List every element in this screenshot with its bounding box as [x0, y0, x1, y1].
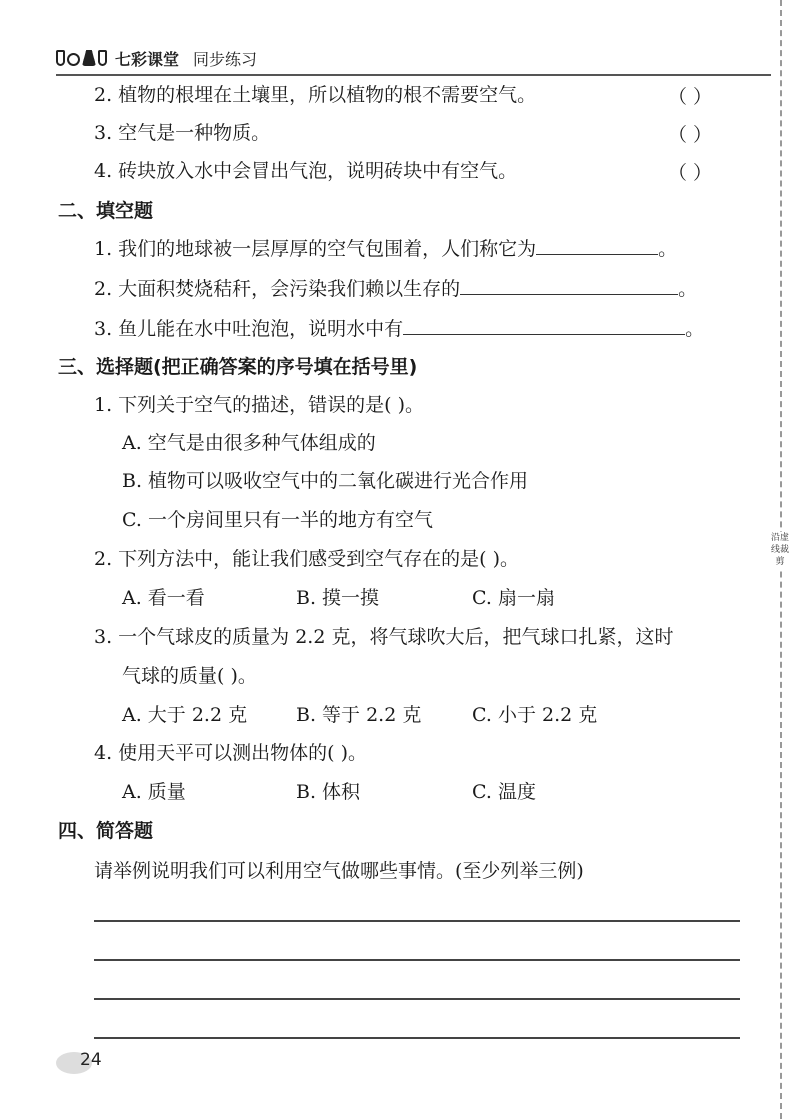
answer-line-3[interactable] [94, 998, 740, 1000]
tf-answer-bracket-3[interactable]: （ ） [668, 124, 713, 146]
fill-question-1-end: 。 [658, 238, 678, 260]
fill-question-1-text: 1. 我们的地球被一层厚厚的空气包围着，人们称它为 [94, 238, 537, 260]
fill-question-2-text: 2. 大面积焚烧秸秆，会污染我们赖以生存的 [94, 278, 461, 300]
mc-q4-option-c[interactable]: C. 温度 [472, 781, 536, 803]
mc-question-4: 4. 使用天平可以测出物体的( )。 [94, 742, 368, 764]
page-number: 24 [80, 1050, 102, 1070]
mc-q2-option-b[interactable]: B. 摸一摸 [296, 587, 380, 609]
header-divider [56, 74, 771, 76]
mc-q3-option-a[interactable]: A. 大于 2.2 克 [122, 704, 248, 726]
tf-question-2: 2. 植物的根埋在土壤里，所以植物的根不需要空气。 [94, 84, 537, 106]
mc-q1-option-c[interactable]: C. 一个房间里只有一半的地方有空气 [122, 509, 433, 531]
section-title-fill-in: 二、填空题 [58, 200, 154, 222]
section-title-multiple-choice: 三、选择题(把正确答案的序号填在括号里) [58, 356, 418, 378]
mc-question-3: 3. 一个气球皮的质量为 2.2 克，将气球吹大后，把气球口扎紧，这时 [94, 626, 674, 648]
tf-question-4: 4. 砖块放入水中会冒出气泡，说明砖块中有空气。 [94, 160, 518, 182]
fill-question-1 [94, 236, 677, 262]
mc-q1-option-b[interactable]: B. 植物可以吸收空气中的二氧化碳进行光合作用 [122, 470, 529, 492]
fill-question-2 [94, 276, 697, 302]
mc-q3-option-b[interactable]: B. 等于 2.2 克 [296, 704, 422, 726]
fill-blank-2[interactable] [460, 276, 678, 295]
section-title-short-answer: 四、简答题 [58, 820, 154, 842]
fill-question-3-text: 3. 鱼儿能在水中吐泡泡，说明水中有 [94, 318, 404, 340]
tf-answer-bracket-4[interactable]: （ ） [668, 162, 713, 184]
fill-question-3-end: 。 [685, 318, 705, 340]
mc-q1-option-a[interactable]: A. 空气是由很多种气体组成的 [122, 432, 376, 454]
cut-label: 沿虚线裁剪 [770, 533, 789, 567]
tf-question-3: 3. 空气是一种物质。 [94, 122, 271, 144]
mc-question-1: 1. 下列关于空气的描述，错误的是( )。 [94, 394, 425, 416]
page-header [56, 44, 257, 72]
fill-blank-3[interactable] [403, 316, 685, 335]
mc-q4-option-a[interactable]: A. 质量 [122, 781, 186, 803]
flask-logo-icon [56, 50, 107, 66]
header-title: 七彩课堂 [115, 49, 180, 69]
tf-answer-bracket-2[interactable]: （ ） [668, 86, 713, 108]
fill-question-2-end: 。 [678, 278, 698, 300]
mc-q3-option-c[interactable]: C. 小于 2.2 克 [472, 704, 598, 726]
mc-q2-option-a[interactable]: A. 看一看 [122, 587, 205, 609]
fill-question-3 [94, 316, 704, 342]
answer-line-4[interactable] [94, 1037, 740, 1039]
fill-blank-1[interactable] [536, 236, 658, 255]
header-subtitle: 同步练习 [193, 49, 258, 69]
mc-q2-option-c[interactable]: C. 扇一扇 [472, 587, 555, 609]
answer-line-2[interactable] [94, 959, 740, 961]
mc-question-3-cont: 气球的质量( )。 [122, 665, 257, 687]
short-answer-question: 请举例说明我们可以利用空气做哪些事情。(至少列举三例) [94, 860, 584, 882]
answer-line-1[interactable] [94, 920, 740, 922]
mc-q4-option-b[interactable]: B. 体积 [296, 781, 361, 803]
mc-question-2: 2. 下列方法中，能让我们感受到空气存在的是( )。 [94, 548, 520, 570]
